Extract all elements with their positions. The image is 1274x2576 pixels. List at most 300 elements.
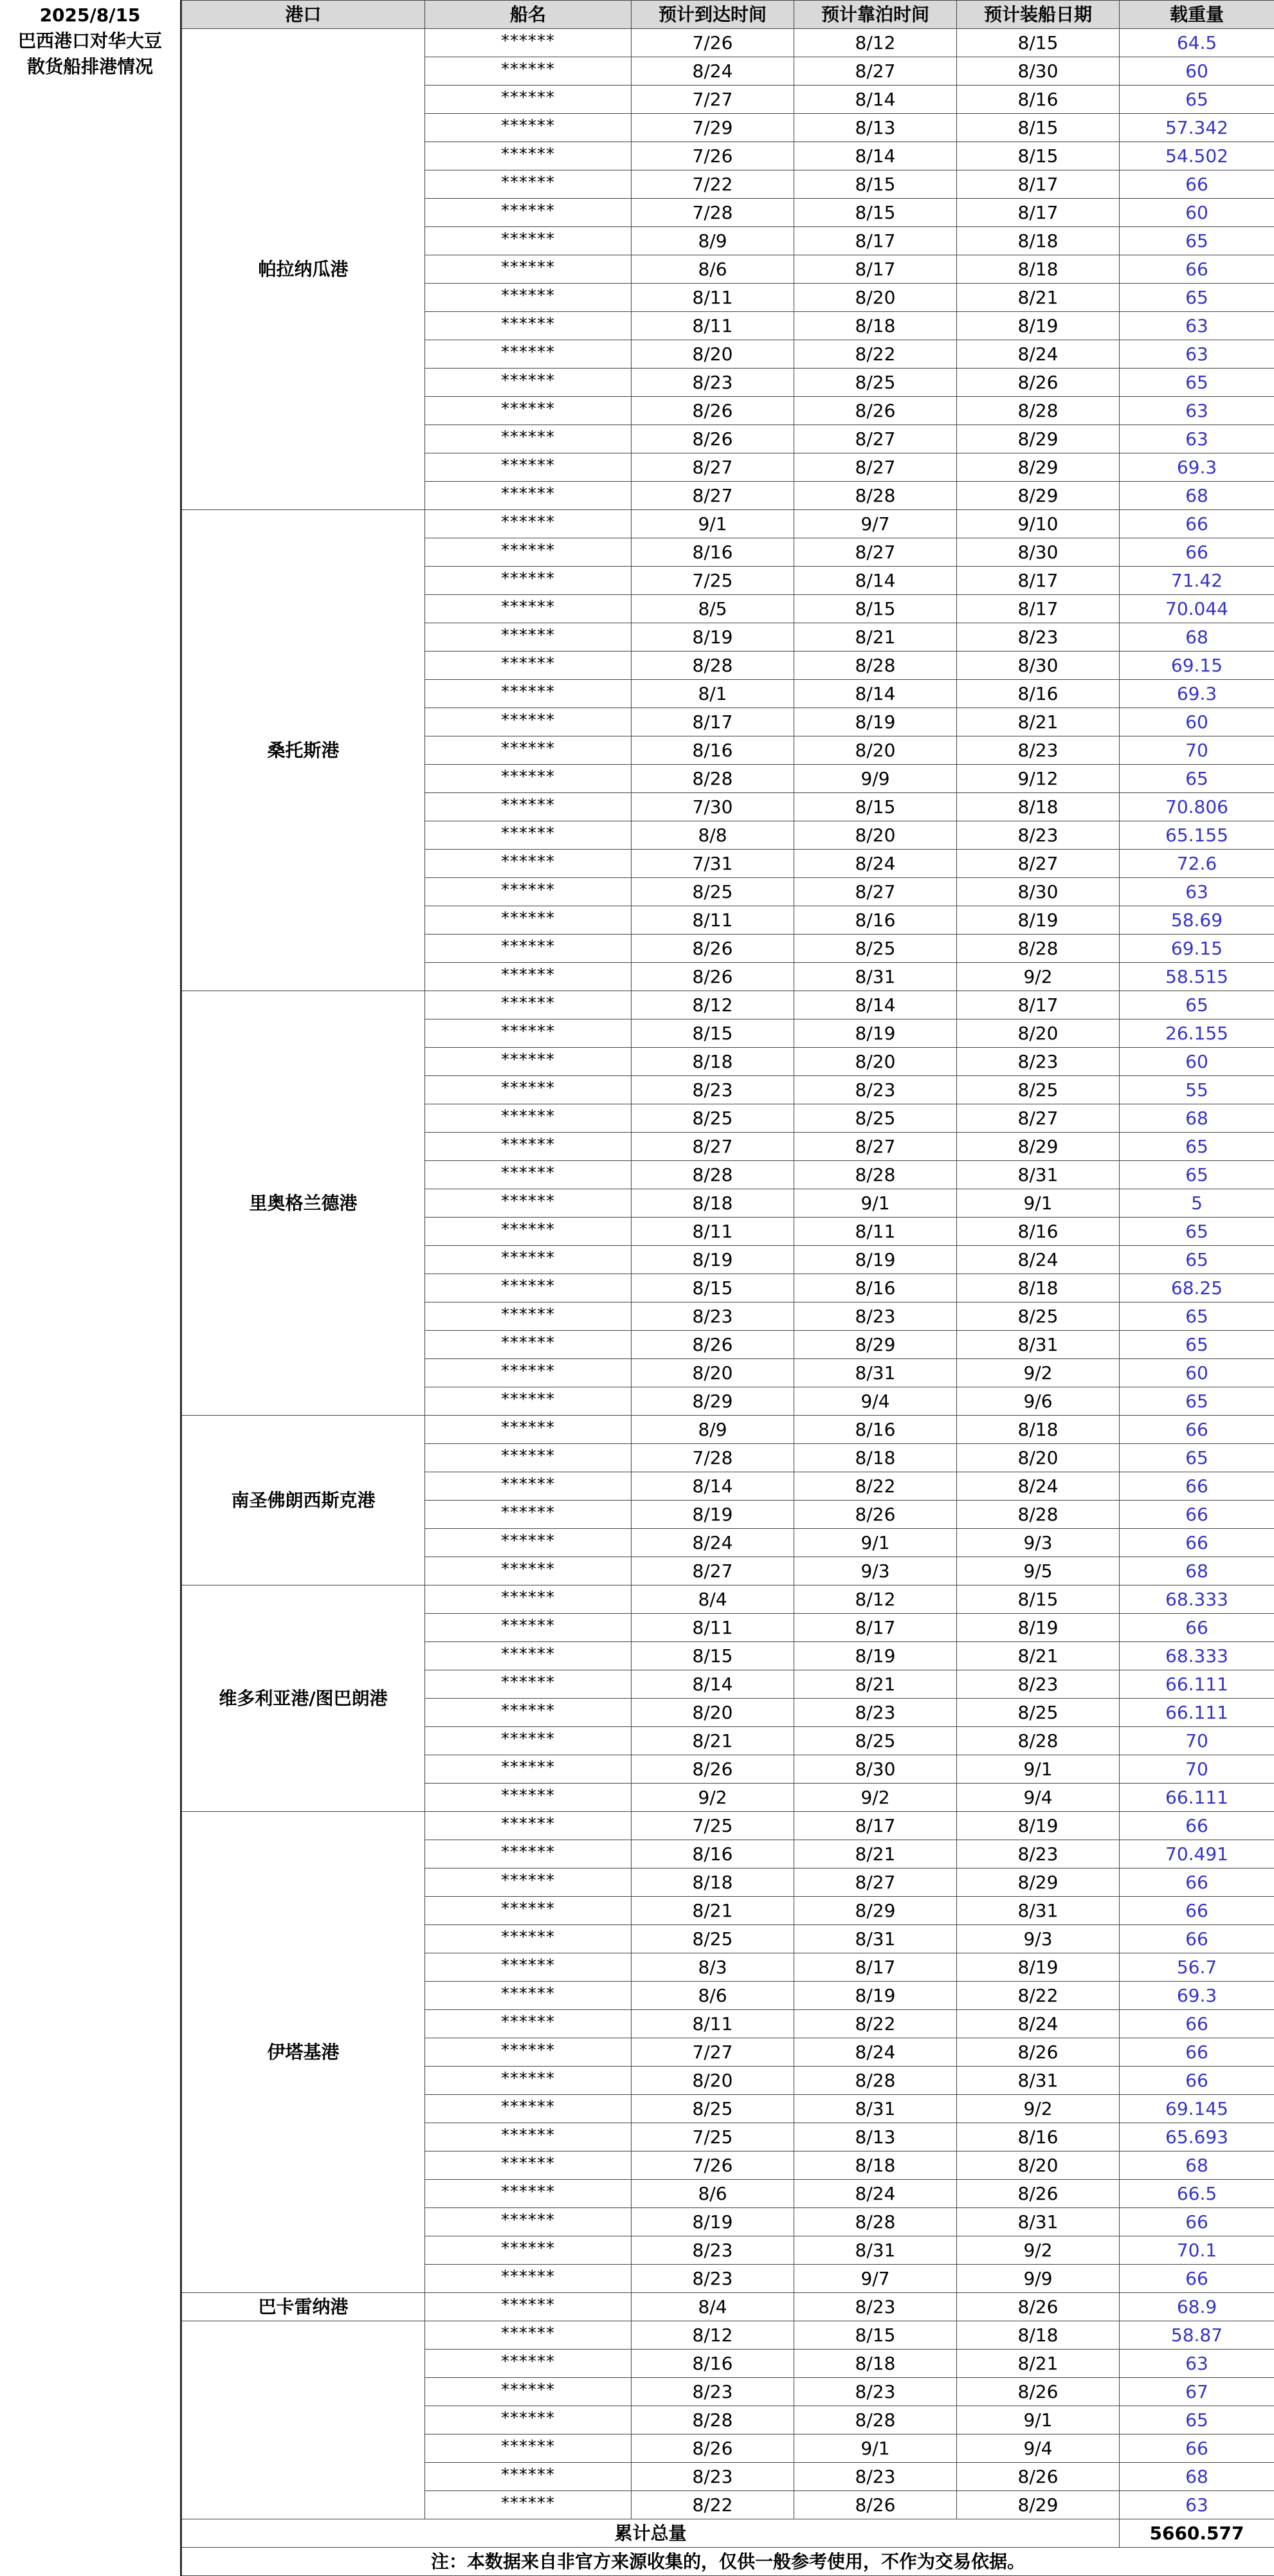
deadweight-cell: 63 — [1120, 340, 1274, 369]
loading-date-cell: 9/2 — [957, 2236, 1120, 2265]
deadweight-cell: 63 — [1120, 397, 1274, 425]
eta-cell: 8/11 — [632, 1614, 794, 1642]
ship-name-cell: ****** — [425, 1755, 632, 1784]
berthing-cell: 8/17 — [794, 1953, 957, 1982]
deadweight-cell: 65 — [1120, 1133, 1274, 1161]
deadweight-cell: 66 — [1120, 1614, 1274, 1642]
eta-cell: 8/20 — [632, 340, 794, 369]
berthing-cell: 8/14 — [794, 567, 957, 595]
ship-name-cell: ****** — [425, 1897, 632, 1925]
berthing-cell: 8/21 — [794, 1840, 957, 1868]
berthing-cell: 8/21 — [794, 1670, 957, 1699]
eta-cell: 9/2 — [632, 1784, 794, 1812]
loading-date-cell: 8/16 — [957, 86, 1120, 114]
ship-name-cell: ****** — [425, 2095, 632, 2123]
berthing-cell: 8/24 — [794, 850, 957, 878]
loading-date-cell: 8/31 — [957, 1161, 1120, 1189]
deadweight-cell: 65 — [1120, 86, 1274, 114]
deadweight-cell: 66 — [1120, 1416, 1274, 1444]
eta-cell: 8/15 — [632, 1019, 794, 1048]
berthing-cell: 8/23 — [794, 2463, 957, 2491]
deadweight-cell: 67 — [1120, 2378, 1274, 2406]
berthing-cell: 8/25 — [794, 1104, 957, 1133]
berthing-cell: 8/24 — [794, 2180, 957, 2208]
berthing-cell: 8/21 — [794, 623, 957, 652]
deadweight-cell: 68.25 — [1120, 1274, 1274, 1302]
eta-cell: 8/28 — [632, 1161, 794, 1189]
eta-cell: 8/15 — [632, 1642, 794, 1670]
eta-cell: 8/11 — [632, 312, 794, 340]
table-row — [182, 2321, 1274, 2350]
berthing-cell: 8/16 — [794, 906, 957, 935]
berthing-cell: 8/20 — [794, 821, 957, 850]
eta-cell: 8/6 — [632, 255, 794, 284]
berthing-cell: 8/18 — [794, 2151, 957, 2180]
loading-date-cell: 8/29 — [957, 453, 1120, 482]
eta-cell: 7/25 — [632, 567, 794, 595]
berthing-cell: 8/28 — [794, 482, 957, 510]
deadweight-cell: 66 — [1120, 1529, 1274, 1557]
header-berthing: 预计靠泊时间 — [794, 1, 957, 29]
berthing-cell: 8/18 — [794, 312, 957, 340]
deadweight-cell: 60 — [1120, 199, 1274, 227]
eta-cell: 8/25 — [632, 878, 794, 906]
loading-date-cell: 8/19 — [957, 1812, 1120, 1840]
deadweight-cell: 55 — [1120, 1076, 1274, 1104]
berthing-cell: 9/9 — [794, 765, 957, 793]
eta-cell: 8/20 — [632, 1699, 794, 1727]
ship-name-cell: ****** — [425, 2010, 632, 2038]
ship-name-cell: ****** — [425, 425, 632, 453]
loading-date-cell: 8/31 — [957, 1897, 1120, 1925]
header-deadweight: 载重量 — [1120, 1, 1274, 29]
berthing-cell: 8/27 — [794, 453, 957, 482]
ship-name-cell: ****** — [425, 1501, 632, 1529]
ship-name-cell: ****** — [425, 652, 632, 680]
eta-cell: 8/11 — [632, 906, 794, 935]
loading-date-cell: 8/30 — [957, 652, 1120, 680]
loading-date-cell: 8/20 — [957, 1444, 1120, 1472]
loading-date-cell: 8/21 — [957, 284, 1120, 312]
ship-name-cell: ****** — [425, 114, 632, 142]
ship-name-cell: ****** — [425, 142, 632, 170]
loading-date-cell: 8/16 — [957, 2123, 1120, 2151]
loading-date-cell: 8/28 — [957, 935, 1120, 963]
loading-date-cell: 9/2 — [957, 963, 1120, 991]
ship-name-cell: ****** — [425, 1812, 632, 1840]
loading-date-cell: 8/25 — [957, 1699, 1120, 1727]
ship-name-cell: ****** — [425, 708, 632, 736]
berthing-cell: 8/17 — [794, 1614, 957, 1642]
loading-date-cell: 9/5 — [957, 1557, 1120, 1585]
ship-name-cell: ****** — [425, 1472, 632, 1501]
eta-cell: 8/14 — [632, 1670, 794, 1699]
loading-date-cell: 8/22 — [957, 1982, 1120, 2010]
deadweight-cell: 69.15 — [1120, 652, 1274, 680]
header-eta: 预计到达时间 — [632, 1, 794, 29]
deadweight-cell: 65 — [1120, 1302, 1274, 1331]
deadweight-cell: 66 — [1120, 2434, 1274, 2463]
deadweight-cell: 65 — [1120, 1387, 1274, 1416]
deadweight-cell: 65.155 — [1120, 821, 1274, 850]
ship-name-cell: ****** — [425, 29, 632, 57]
loading-date-cell: 8/30 — [957, 57, 1120, 86]
ship-name-cell: ****** — [425, 1840, 632, 1868]
eta-cell: 8/23 — [632, 2378, 794, 2406]
deadweight-cell: 60 — [1120, 57, 1274, 86]
eta-cell: 8/28 — [632, 2406, 794, 2434]
loading-date-cell: 8/25 — [957, 1302, 1120, 1331]
eta-cell: 8/23 — [632, 1076, 794, 1104]
berthing-cell: 8/30 — [794, 1755, 957, 1784]
deadweight-cell: 65 — [1120, 1161, 1274, 1189]
eta-cell: 8/25 — [632, 1104, 794, 1133]
total-value: 5660.577 — [1120, 2519, 1274, 2548]
loading-date-cell: 8/18 — [957, 227, 1120, 255]
eta-cell: 8/24 — [632, 57, 794, 86]
report-title-line2: 散货船排港情况 — [26, 56, 153, 77]
ship-name-cell: ****** — [425, 1529, 632, 1557]
ship-name-cell: ****** — [425, 1161, 632, 1189]
berthing-cell: 8/24 — [794, 2038, 957, 2067]
ship-name-cell: ****** — [425, 1302, 632, 1331]
eta-cell: 8/27 — [632, 453, 794, 482]
report-title-line1: 巴西港口对华大豆 — [17, 30, 162, 51]
loading-date-cell: 8/16 — [957, 680, 1120, 708]
deadweight-cell: 65 — [1120, 1444, 1274, 1472]
ship-name-cell: ****** — [425, 1614, 632, 1642]
deadweight-cell: 68 — [1120, 623, 1274, 652]
ship-name-cell: ****** — [425, 1133, 632, 1161]
eta-cell: 8/26 — [632, 2434, 794, 2463]
ship-name-cell: ****** — [425, 2350, 632, 2378]
ship-name-cell: ****** — [425, 1585, 632, 1614]
eta-cell: 8/9 — [632, 1416, 794, 1444]
ship-name-cell: ****** — [425, 1444, 632, 1472]
ship-name-cell: ****** — [425, 623, 632, 652]
berthing-cell: 8/31 — [794, 1359, 957, 1387]
deadweight-cell: 70.1 — [1120, 2236, 1274, 2265]
loading-date-cell: 8/23 — [957, 821, 1120, 850]
loading-date-cell: 8/21 — [957, 1642, 1120, 1670]
berthing-cell: 8/27 — [794, 57, 957, 86]
port-name-cell: 巴卡雷纳港 — [182, 2293, 425, 2321]
eta-cell: 8/11 — [632, 284, 794, 312]
eta-cell: 7/26 — [632, 2151, 794, 2180]
deadweight-cell: 66 — [1120, 2010, 1274, 2038]
berthing-cell: 8/17 — [794, 1812, 957, 1840]
deadweight-cell: 69.145 — [1120, 2095, 1274, 2123]
loading-date-cell: 8/23 — [957, 736, 1120, 765]
ship-name-cell: ****** — [425, 1274, 632, 1302]
eta-cell: 7/31 — [632, 850, 794, 878]
loading-date-cell: 8/26 — [957, 2180, 1120, 2208]
ship-name-cell: ****** — [425, 227, 632, 255]
deadweight-cell: 68.9 — [1120, 2293, 1274, 2321]
total-label: 累计总量 — [182, 2519, 1120, 2548]
berthing-cell: 9/4 — [794, 1387, 957, 1416]
ship-name-cell: ****** — [425, 1076, 632, 1104]
ship-name-cell: ****** — [425, 453, 632, 482]
loading-date-cell: 8/19 — [957, 1953, 1120, 1982]
loading-date-cell: 8/28 — [957, 1727, 1120, 1755]
loading-date-cell: 8/29 — [957, 2491, 1120, 2519]
loading-date-cell: 8/19 — [957, 312, 1120, 340]
ship-name-cell: ****** — [425, 2038, 632, 2067]
eta-cell: 8/18 — [632, 1868, 794, 1897]
ship-name-cell: ****** — [425, 906, 632, 935]
berthing-cell: 8/22 — [794, 2010, 957, 2038]
berthing-cell: 8/17 — [794, 255, 957, 284]
berthing-cell: 8/31 — [794, 2095, 957, 2123]
eta-cell: 8/19 — [632, 1501, 794, 1529]
eta-cell: 7/26 — [632, 29, 794, 57]
berthing-cell: 8/27 — [794, 1868, 957, 1897]
berthing-cell: 8/14 — [794, 86, 957, 114]
berthing-cell: 8/19 — [794, 1246, 957, 1274]
ship-name-cell: ****** — [425, 878, 632, 906]
ship-name-cell: ****** — [425, 1218, 632, 1246]
eta-cell: 8/9 — [632, 227, 794, 255]
loading-date-cell: 8/18 — [957, 793, 1120, 821]
berthing-cell: 9/3 — [794, 1557, 957, 1585]
eta-cell: 8/1 — [632, 680, 794, 708]
deadweight-cell: 68 — [1120, 482, 1274, 510]
deadweight-cell: 68 — [1120, 1557, 1274, 1585]
loading-date-cell: 8/15 — [957, 1585, 1120, 1614]
deadweight-cell: 63 — [1120, 425, 1274, 453]
eta-cell: 8/22 — [632, 2491, 794, 2519]
loading-date-cell: 8/18 — [957, 1416, 1120, 1444]
berthing-cell: 8/11 — [794, 1218, 957, 1246]
eta-cell: 7/28 — [632, 199, 794, 227]
loading-date-cell: 8/29 — [957, 1868, 1120, 1897]
ship-name-cell: ****** — [425, 482, 632, 510]
ship-name-cell: ****** — [425, 2208, 632, 2236]
deadweight-cell: 69.3 — [1120, 680, 1274, 708]
ship-name-cell: ****** — [425, 1868, 632, 1897]
deadweight-cell: 63 — [1120, 878, 1274, 906]
loading-date-cell: 9/4 — [957, 1784, 1120, 1812]
berthing-cell: 8/19 — [794, 708, 957, 736]
berthing-cell: 8/25 — [794, 1727, 957, 1755]
eta-cell: 7/29 — [632, 114, 794, 142]
ship-name-cell: ****** — [425, 2123, 632, 2151]
eta-cell: 8/20 — [632, 1359, 794, 1387]
loading-date-cell: 8/15 — [957, 114, 1120, 142]
ship-name-cell: ****** — [425, 2406, 632, 2434]
ship-name-cell: ****** — [425, 2491, 632, 2519]
disclaimer-note: 注：本数据来自非官方来源收集的，仅供一般参考使用，不作为交易依据。 — [182, 2548, 1274, 2576]
deadweight-cell: 66 — [1120, 2265, 1274, 2293]
deadweight-cell: 68 — [1120, 1104, 1274, 1133]
berthing-cell: 8/31 — [794, 1925, 957, 1953]
loading-date-cell: 8/29 — [957, 482, 1120, 510]
deadweight-cell: 66.111 — [1120, 1670, 1274, 1699]
berthing-cell: 8/13 — [794, 114, 957, 142]
berthing-cell: 8/29 — [794, 1331, 957, 1359]
berthing-cell: 8/27 — [794, 878, 957, 906]
ship-name-cell: ****** — [425, 1387, 632, 1416]
berthing-cell: 8/23 — [794, 2293, 957, 2321]
header-row — [182, 1, 1274, 29]
eta-cell: 8/18 — [632, 1048, 794, 1076]
deadweight-cell: 66 — [1120, 1501, 1274, 1529]
deadweight-cell: 5 — [1120, 1189, 1274, 1218]
berthing-cell: 8/14 — [794, 142, 957, 170]
deadweight-cell: 65 — [1120, 991, 1274, 1019]
loading-date-cell: 8/15 — [957, 142, 1120, 170]
table-row — [182, 991, 1274, 1019]
berthing-cell: 8/26 — [794, 2491, 957, 2519]
deadweight-cell: 66 — [1120, 1472, 1274, 1501]
eta-cell: 7/30 — [632, 793, 794, 821]
berthing-cell: 8/16 — [794, 1274, 957, 1302]
eta-cell: 7/25 — [632, 1812, 794, 1840]
ship-name-cell: ****** — [425, 1670, 632, 1699]
deadweight-cell: 60 — [1120, 1359, 1274, 1387]
loading-date-cell: 9/1 — [957, 1755, 1120, 1784]
eta-cell: 8/25 — [632, 2095, 794, 2123]
loading-date-cell: 8/29 — [957, 1133, 1120, 1161]
berthing-cell: 8/23 — [794, 1076, 957, 1104]
loading-date-cell: 8/26 — [957, 2038, 1120, 2067]
berthing-cell: 8/25 — [794, 369, 957, 397]
ship-name-cell: ****** — [425, 1953, 632, 1982]
deadweight-cell: 65 — [1120, 369, 1274, 397]
eta-cell: 8/29 — [632, 1387, 794, 1416]
berthing-cell: 8/15 — [794, 170, 957, 199]
ship-name-cell: ****** — [425, 2434, 632, 2463]
deadweight-cell: 65 — [1120, 1246, 1274, 1274]
loading-date-cell: 8/19 — [957, 906, 1120, 935]
deadweight-cell: 70 — [1120, 1755, 1274, 1784]
deadweight-cell: 68 — [1120, 2463, 1274, 2491]
ship-name-cell: ****** — [425, 1189, 632, 1218]
berthing-cell: 8/15 — [794, 595, 957, 623]
deadweight-cell: 66 — [1120, 1897, 1274, 1925]
port-name-cell: 里奥格兰德港 — [182, 991, 425, 1416]
ship-name-cell: ****** — [425, 595, 632, 623]
eta-cell: 8/6 — [632, 2180, 794, 2208]
eta-cell: 8/6 — [632, 1982, 794, 2010]
berthing-cell: 8/19 — [794, 1642, 957, 1670]
port-name-cell: 南圣佛朗西斯克港 — [182, 1416, 425, 1585]
loading-date-cell: 8/24 — [957, 1246, 1120, 1274]
berthing-cell: 8/28 — [794, 2208, 957, 2236]
port-name-cell: 帕拉纳瓜港 — [182, 29, 425, 510]
ship-name-cell: ****** — [425, 793, 632, 821]
ship-name-cell: ****** — [425, 510, 632, 538]
header-loading-date: 预计装船日期 — [957, 1, 1120, 29]
deadweight-cell: 66 — [1120, 1925, 1274, 1953]
note-row — [182, 2548, 1274, 2576]
loading-date-cell: 8/24 — [957, 340, 1120, 369]
eta-cell: 7/27 — [632, 2038, 794, 2067]
ship-name-cell: ****** — [425, 2463, 632, 2491]
eta-cell: 8/26 — [632, 963, 794, 991]
loading-date-cell: 8/30 — [957, 878, 1120, 906]
ship-name-cell: ****** — [425, 2236, 632, 2265]
eta-cell: 8/3 — [632, 1953, 794, 1982]
eta-cell: 8/26 — [632, 397, 794, 425]
table-row — [182, 1585, 1274, 1614]
berthing-cell: 8/16 — [794, 1416, 957, 1444]
berthing-cell: 9/1 — [794, 1189, 957, 1218]
table-row — [182, 1416, 1274, 1444]
deadweight-cell: 66 — [1120, 510, 1274, 538]
ship-name-cell: ****** — [425, 1331, 632, 1359]
eta-cell: 8/26 — [632, 1755, 794, 1784]
ship-name-cell: ****** — [425, 567, 632, 595]
deadweight-cell: 65 — [1120, 2406, 1274, 2434]
eta-cell: 8/12 — [632, 991, 794, 1019]
ship-name-cell: ****** — [425, 1019, 632, 1048]
loading-date-cell: 8/20 — [957, 2151, 1120, 2180]
deadweight-cell: 63 — [1120, 2491, 1274, 2519]
eta-cell: 8/27 — [632, 1557, 794, 1585]
berthing-cell: 8/13 — [794, 2123, 957, 2151]
loading-date-cell: 8/25 — [957, 1076, 1120, 1104]
eta-cell: 9/1 — [632, 510, 794, 538]
loading-date-cell: 9/1 — [957, 1189, 1120, 1218]
berthing-cell: 8/25 — [794, 935, 957, 963]
deadweight-cell: 70 — [1120, 1727, 1274, 1755]
ship-name-cell: ****** — [425, 1416, 632, 1444]
loading-date-cell: 8/29 — [957, 425, 1120, 453]
deadweight-cell: 58.69 — [1120, 906, 1274, 935]
table-row — [182, 2293, 1274, 2321]
berthing-cell: 8/23 — [794, 2378, 957, 2406]
berthing-cell: 8/15 — [794, 793, 957, 821]
schedule-table — [181, 0, 1274, 2576]
loading-date-cell: 9/3 — [957, 1925, 1120, 1953]
eta-cell: 8/11 — [632, 2010, 794, 2038]
ship-name-cell: ****** — [425, 340, 632, 369]
ship-name-cell: ****** — [425, 1727, 632, 1755]
eta-cell: 8/27 — [632, 482, 794, 510]
eta-cell: 8/21 — [632, 1897, 794, 1925]
ship-name-cell: ****** — [425, 1642, 632, 1670]
ship-name-cell: ****** — [425, 312, 632, 340]
berthing-cell: 8/22 — [794, 340, 957, 369]
port-name-cell — [182, 2321, 425, 2519]
header-ship-name: 船名 — [425, 1, 632, 29]
ship-name-cell: ****** — [425, 1104, 632, 1133]
deadweight-cell: 68 — [1120, 2151, 1274, 2180]
eta-cell: 7/27 — [632, 86, 794, 114]
loading-date-cell: 8/21 — [957, 708, 1120, 736]
berthing-cell: 8/15 — [794, 2321, 957, 2350]
sidebar-panel — [0, 0, 181, 2576]
ship-name-cell: ****** — [425, 1982, 632, 2010]
deadweight-cell: 71.42 — [1120, 567, 1274, 595]
ship-name-cell: ****** — [425, 255, 632, 284]
berthing-cell: 8/20 — [794, 284, 957, 312]
loading-date-cell: 8/15 — [957, 29, 1120, 57]
eta-cell: 8/26 — [632, 1331, 794, 1359]
port-name-cell: 伊塔基港 — [182, 1812, 425, 2293]
ship-name-cell: ****** — [425, 397, 632, 425]
loading-date-cell: 8/31 — [957, 2208, 1120, 2236]
loading-date-cell: 8/17 — [957, 170, 1120, 199]
loading-date-cell: 8/16 — [957, 1218, 1120, 1246]
berthing-cell: 8/23 — [794, 1302, 957, 1331]
deadweight-cell: 66 — [1120, 1868, 1274, 1897]
eta-cell: 8/17 — [632, 708, 794, 736]
eta-cell: 8/11 — [632, 1218, 794, 1246]
loading-date-cell: 8/18 — [957, 255, 1120, 284]
